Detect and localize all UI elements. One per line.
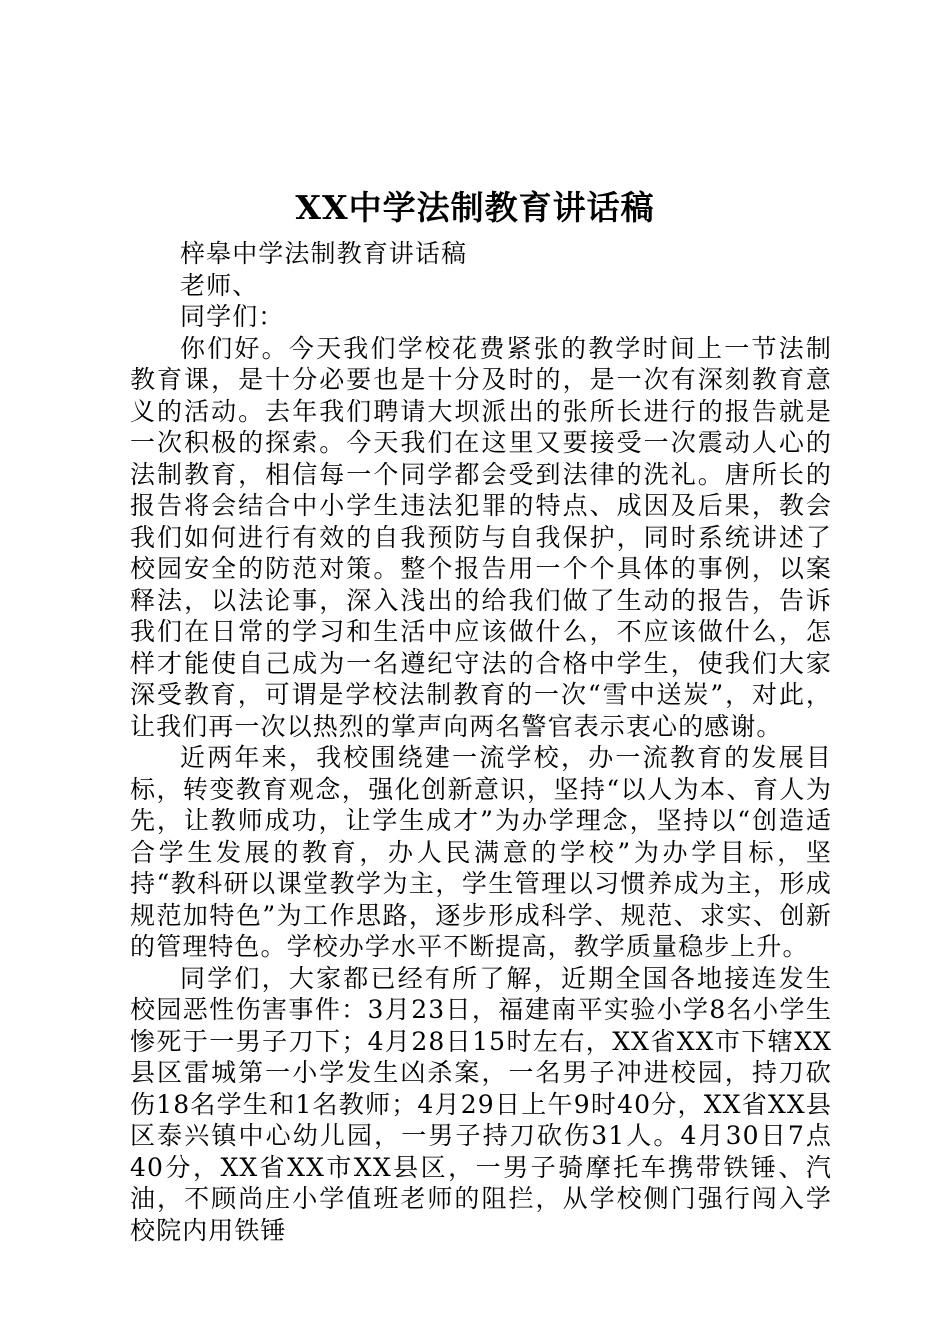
body-paragraph: 同学们，大家都已经有所了解，近期全国各地接连发生校园恶性伤害事件：3月23日，福建南平实验小学8名小学生惨死于一男子刀下；4月28日15时左右，XX省XX市下辖XX县区雷城第一小学发生凶杀案，一名男子冲进校园，持刀砍伤18名学生和1名教师；4月29日上午9时40分，XX省XX县区泰兴镇中心幼儿园，一男子持刀砍伤31人。4月30日7点40分，XX省XX市XX县区，一男子骑摩托车携带铁锤、汽油，不顾尚庄小学值班老师的阻拦，从学校侧门强行闯入学校院内用铁锤 — [130, 963, 832, 1245]
document-title: XX中学法制教育讲话稿 — [295, 188, 655, 227]
body-paragraph: 近两年来，我校围绕建一流学校，办一流教育的发展目标，转变教育观念，强化创新意识，坚持“以人为本、育人为先，让教师成功，让学生成才”为办学理念，坚持以“创造适合学生发展的教育，办人民满意的学校”为办学目标，坚持“教科研以课堂教学为主，学生管理以习惯养成为主，形成规范加特色”为工作思路，逐步形成科学、规范、求实、创新的管理特色。学校办学水平不断提高，教学质量稳步上升。 — [130, 743, 832, 961]
subtitle-line: 梓皋中学法制教育讲话稿 — [180, 239, 468, 268]
document-body — [130, 238, 832, 1246]
salutation-students: 同学们： — [180, 302, 285, 331]
body-paragraph: 你们好。今天我们学校花费紧张的教学时间上一节法制教育课，是十分必要也是十分及时的，是一次有深刻教育意义的活动。去年我们聘请大坝派出的张所长进行的报告就是一次积极的探索。今天我们在这里又要接受一次震动人心的法制教育，相信每一个同学都会受到法律的洗礼。唐所长的报告将会结合中小学生违法犯罪的特点、成因及后果，教会我们如何进行有效的自我预防与自我保护，同时系统讲述了校园安全的防范对策。整个报告用一个个具体的事例，以案释法，以法论事，深入浅出的给我们做了生动的报告，告诉我们在日常的学习和生活中应该做什么，不应该做什么，怎样才能使自己成为一名遵纪守法的合格中学生，使我们大家深受教育，可谓是学校法制教育的一次“雪中送炭”，对此，让我们再一次以热烈的掌声向两名警官表示衷心的感谢。 — [130, 333, 832, 741]
salutation-teachers: 老师、 — [180, 270, 259, 300]
